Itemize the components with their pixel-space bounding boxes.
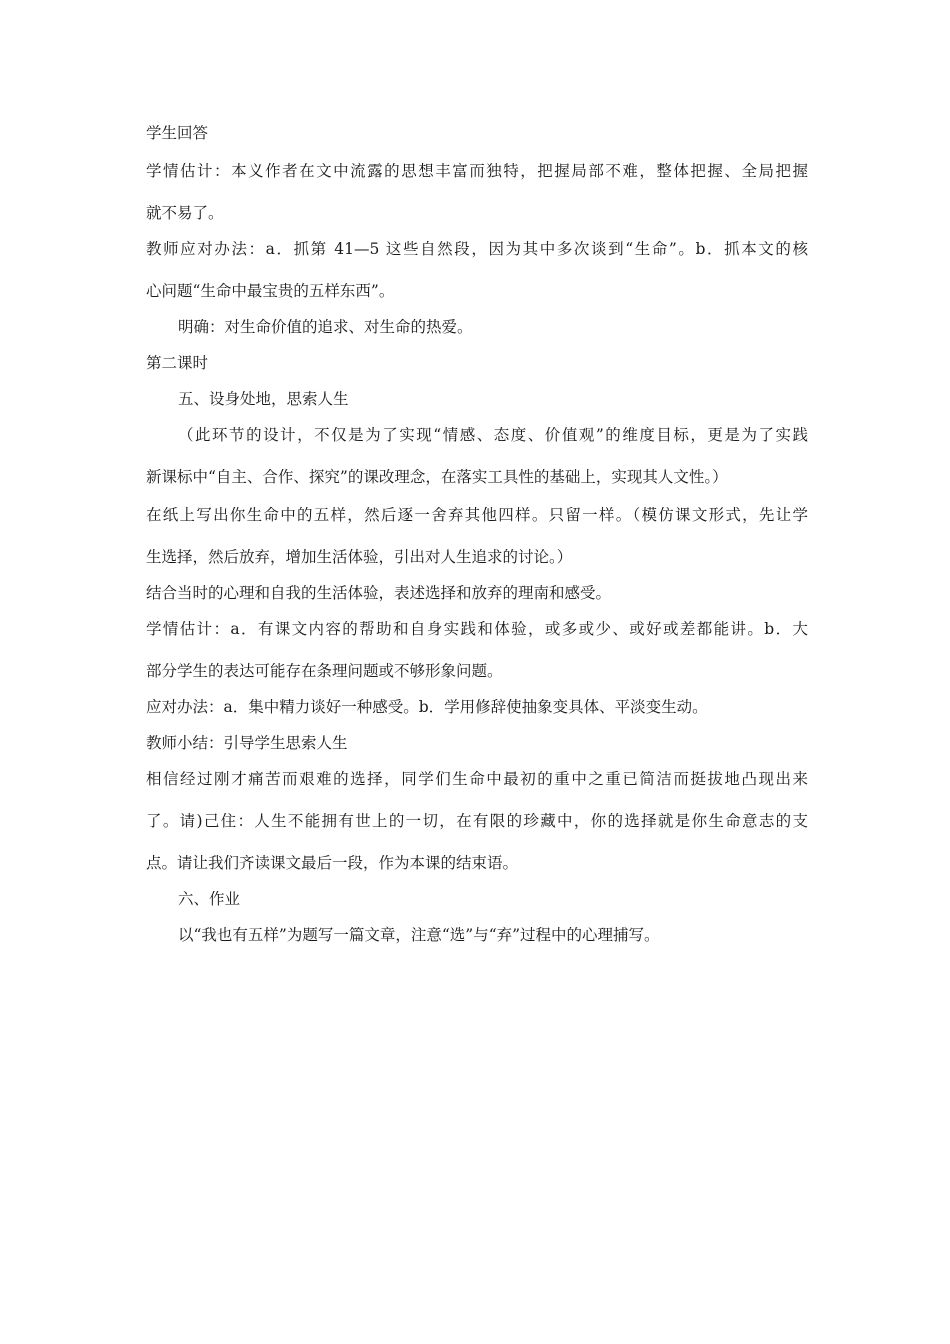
text-line-homework: 以“我也有五样”为题写一篇文章，注意“选”与“弃”过程中的心理捕写。 [178, 926, 660, 944]
section-heading-second-lesson: 第二课时 [146, 354, 209, 372]
text-line-activity-3: 结合当时的心理和自我的生活体验，表述选择和放弃的理南和感受。 [146, 584, 612, 602]
text-line-response-method: 应对办法：a．集中精力谈好一种感受。b．学用修辞使抽象变具体、平淡变生动。 [146, 698, 708, 716]
text-line-teacher-summary: 教师小结：引导学生思索人生 [146, 734, 348, 752]
text-line-clarification: 明确：对生命价值的追求、对生命的热爱。 [178, 318, 473, 336]
text-line-conclusion-1: 相信经过刚才痛苦而艰难的选择，同学们生命中最初的重中之重已简洁而挺拔地凸现出来 [146, 770, 808, 788]
text-line-learning-estimate-b-2: 部分学生的表达可能存在条理问题或不够形象问题。 [146, 662, 503, 680]
text-line-teacher-method-1: 教师应对办法：a．抓第 41—5 这些自然段，因为其中多次谈到“生命”。b．抓本文的核 [146, 240, 808, 258]
section-heading-five: 五、设身处地，思索人生 [178, 390, 349, 408]
text-line-activity-2: 生选择，然后放弃，增加生活体验，引出对人生追求的讨论。） [146, 548, 573, 566]
section-heading-homework: 六、作业 [178, 890, 241, 908]
text-line-teacher-method-2: 心问题“生命中最宝贵的五样东西”。 [146, 282, 395, 300]
text-line-design-note-1: （此环节的设计，不仅是为了实现“情感、态度、价值观”的维度目标，更是为了实践 [178, 426, 808, 444]
text-line-learning-estimate-b-1: 学情估计：a．有课文内容的帮助和自身实践和体验，或多或少、或好或差都能讲。b．大 [146, 620, 808, 638]
text-line-conclusion-3: 点。请让我们齐读课文最后一段，作为本课的结束语。 [146, 854, 519, 872]
text-line-learning-estimate-2: 就不易了。 [146, 204, 224, 222]
text-line-design-note-2: 新课标中“自主、合作、探究”的课改理念，在落实工具性的基础上，实现其人文性。） [146, 468, 728, 486]
text-line-learning-estimate-1: 学情估计：本义作者在文中流露的思想丰富而独特，把握局部不难，整体把握、全局把握 [146, 162, 808, 180]
text-line-conclusion-2: 了。请)己住：人生不能拥有世上的一切，在有限的珍藏中，你的选择就是你生命意志的支 [146, 812, 808, 830]
text-line-student-answer: 学生回答 [146, 124, 209, 142]
text-line-activity-1: 在纸上写出你生命中的五样，然后逐一舍弃其他四样。只留一样。（模仿课文形式，先让学 [146, 506, 808, 524]
